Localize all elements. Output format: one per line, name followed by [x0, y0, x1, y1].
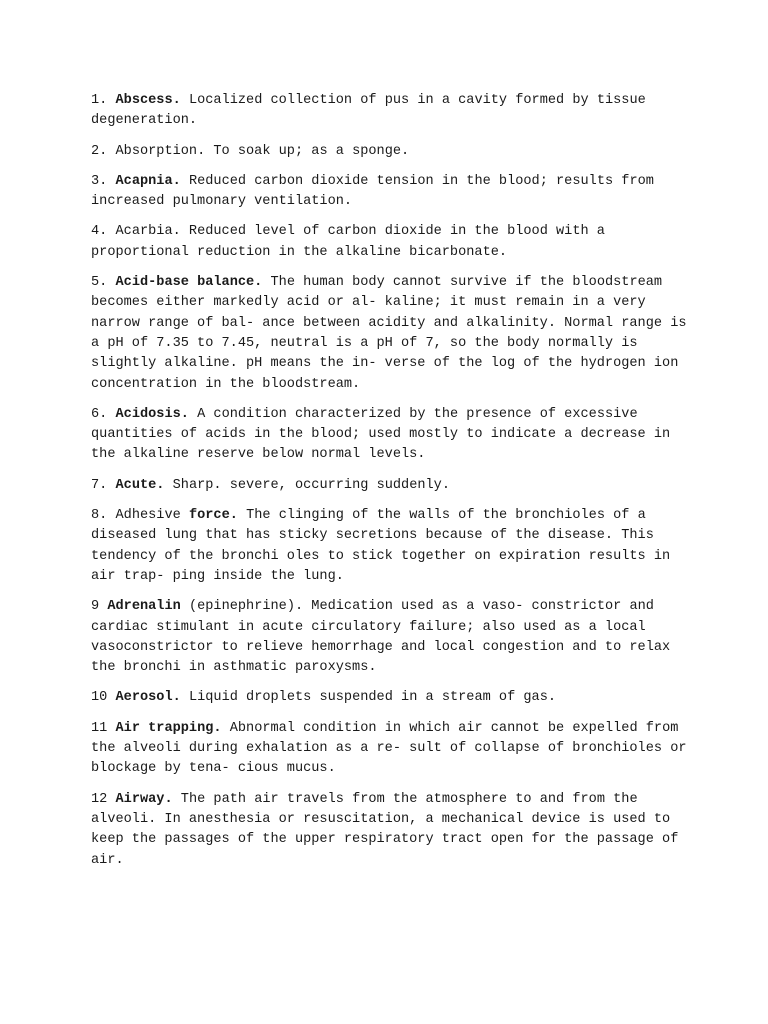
glossary-entry — [91, 222, 691, 263]
entry-definition: Reduced carbon dioxide tension in the blood; results from increased pulmonary ventilation. — [91, 173, 654, 210]
entry-number: 3. — [91, 173, 108, 189]
glossary-page — [91, 91, 691, 881]
entry-definition: (epinephrine). Medication used as a vaso- constrictor and cardiac stimulant in acute circulatory failure; also used as a local vasoconstrictor to relieve hemorrhage and local congestion and to relax the bronchi in asthmatic paroxysms. — [91, 599, 671, 676]
entry-number: 7. — [91, 477, 108, 493]
glossary-entry — [91, 597, 691, 678]
entry-definition: Sharp. severe, occurring suddenly. — [172, 477, 450, 493]
entry-definition: A condition characterized by the presence of excessive quantities of acids in the blood; used mostly to indicate a decrease in the alkaline reserve below normal levels. — [91, 406, 671, 463]
entry-number: 2. — [91, 143, 108, 159]
entry-number: 12 — [91, 791, 108, 807]
entry-term: Abscess. — [115, 93, 181, 108]
glossary-entry — [91, 172, 691, 213]
entry-text: Acarbia. Reduced level of carbon dioxide in the blood with a proportional reduction in the alkaline bicarbonate. — [91, 224, 605, 260]
entry-number: 1. — [91, 93, 108, 108]
glossary-entry — [91, 506, 691, 587]
entry-term: Air trapping. — [115, 720, 222, 736]
entry-number: 9 — [91, 599, 100, 615]
entry-definition: The human body cannot survive if the bloodstream becomes either markedly acid or al- kaline; it must remain in a very narrow range of bal- ance between acidity and alkalinity. Normal range is a pH of 7.35 to 7.45, neutral is a pH of 7, so the body normally is slightly alkaline. pH means the in- verse of the log of the hydrogen ion concentration in the bloodstream. — [91, 275, 687, 392]
glossary-entry — [91, 142, 691, 162]
glossary-entry — [91, 790, 691, 871]
glossary-entry — [91, 273, 691, 395]
entry-term: Acidosis. — [115, 406, 189, 422]
glossary-entry — [91, 91, 691, 132]
entry-definition: Liquid droplets suspended in a stream of gas. — [188, 690, 557, 706]
entry-number: 11 — [91, 720, 108, 736]
entry-definition: Abnormal condition in which air cannot be expelled from the alveoli during exhalation as a re- sult of collapse of bronchioles or blockage by tena- cious mucus. — [91, 720, 687, 777]
entry-number: 8. — [91, 508, 108, 524]
entry-definition: The clinging of the walls of the bronchioles of a diseased lung that has sticky secretions because of the disease. This tendency of the bronchi oles to stick together on expiration results in air trap- ping inside the lung. — [91, 508, 671, 584]
entry-term: Acid-base balance. — [115, 275, 263, 291]
glossary-entry — [91, 405, 691, 466]
entry-term: Aerosol. — [115, 690, 181, 706]
entry-term: Acapnia. — [115, 173, 181, 189]
entry-number: 10 — [91, 690, 108, 706]
entry-text: Absorption. To soak up; as a sponge. — [115, 143, 410, 159]
glossary-entry — [91, 476, 691, 496]
entry-prefix: Adhesive — [115, 508, 181, 524]
entry-number: 5. — [91, 275, 108, 291]
entry-definition: Localized collection of pus in a cavity formed by tissue degeneration. — [91, 93, 646, 129]
glossary-entry — [91, 719, 691, 780]
entry-definition: The path air travels from the atmosphere to and from the alveoli. In anesthesia or resuscitation, a mechanical device is used to keep the passages of the upper respiratory tract open for the passage of air. — [91, 791, 679, 868]
glossary-entry — [91, 688, 691, 708]
entry-number: 4. — [91, 224, 108, 240]
entry-term: Adrenalin — [107, 599, 181, 615]
entry-number: 6. — [91, 406, 108, 422]
entry-term: Acute. — [115, 477, 165, 493]
entry-term: Airway. — [115, 791, 173, 807]
entry-term: force. — [188, 508, 238, 524]
